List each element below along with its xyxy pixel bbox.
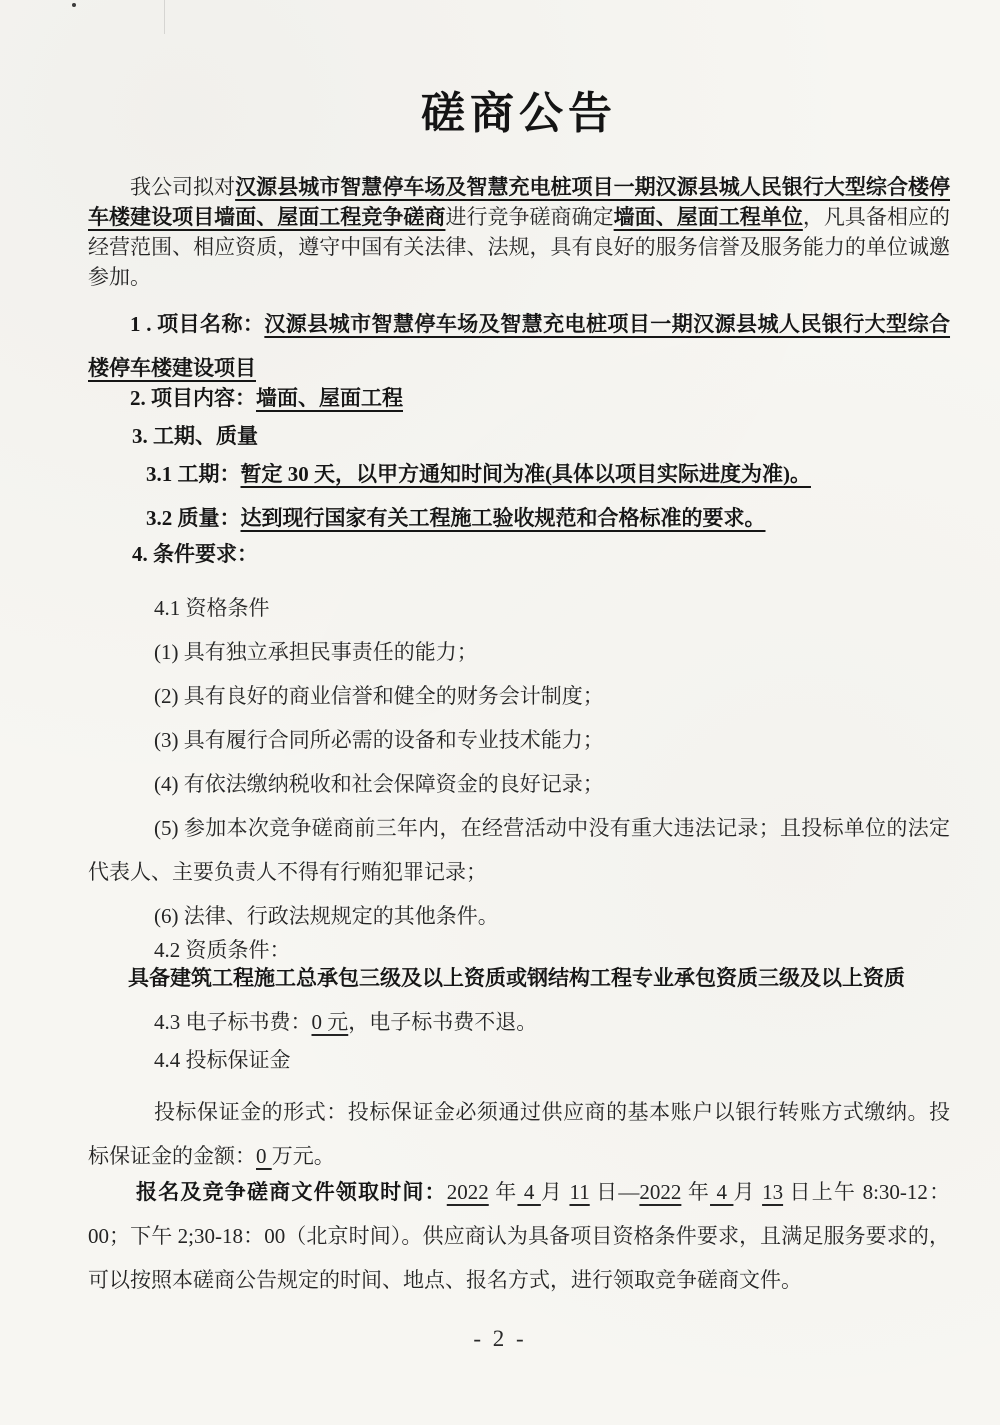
text-run: 3.1 工期： <box>146 462 241 486</box>
text-run: ，凡具备相应的经营范围、相应资质，遵守中国有关法律、法规，具有良好的服务信誉及服务能力的单位诚邀参加。 <box>88 205 951 289</box>
text-run: 我公司拟对 <box>130 175 236 199</box>
condition-1 <box>88 630 950 674</box>
text-run: 月 <box>540 1180 570 1204</box>
text-run: 3. 工期、质量 <box>132 424 258 448</box>
text-run: 13 <box>762 1180 784 1204</box>
text-run: (4) 有依法缴纳税收和社会保障资金的良好记录； <box>154 772 604 796</box>
text-run: 1 . 项目名称： <box>130 312 265 336</box>
text-run: 汉源县城市智慧停车场及智慧充电桩项目一期汉源县城人民银行大型综合楼停车楼建设项目墙面、屋面工程竞争磋商 <box>88 175 951 229</box>
text-run: 2. 项目内容： <box>130 386 256 410</box>
text-run: 0 <box>256 1144 272 1168</box>
scan-hairline-artifact <box>164 0 165 34</box>
text-run: 11 <box>569 1180 590 1204</box>
text-run: 4 <box>710 1180 734 1204</box>
text-run: 暂定 30 天，以甲方通知时间为准(具体以项目实际进度为准)。 <box>240 462 811 486</box>
text-run: 墙面、屋面工程单位 <box>613 205 803 229</box>
text-run: 0 元 <box>311 1010 349 1034</box>
deposit-paragraph <box>88 1090 950 1178</box>
condition-5 <box>88 806 950 894</box>
intro-paragraph <box>88 172 950 292</box>
text-run: 2022 <box>446 1180 489 1204</box>
text-run: 进行竞争磋商确定 <box>445 205 614 229</box>
text-run: 2022 <box>639 1180 682 1204</box>
condition-3 <box>88 718 950 762</box>
document-body <box>88 84 950 1302</box>
page-title: 磋商公告 <box>421 89 617 138</box>
text-run: 4. 条件要求： <box>132 542 258 566</box>
item-duration <box>88 452 950 496</box>
text-run: 年 <box>488 1180 518 1204</box>
text-run: ，电子标书费不退。 <box>348 1010 538 1034</box>
text-run: (5) 参加本次竞争磋商前三年内，在经营活动中没有重大违法记录；且投标单位的法定代表人、主要负责人不得有行贿犯罪记录； <box>88 816 950 884</box>
signup-paragraph <box>88 1170 950 1302</box>
text-run: 4 <box>517 1180 541 1204</box>
credential-requirement <box>88 956 950 1000</box>
text-run: 3.2 质量： <box>146 506 241 530</box>
text-run: 4.2 资质条件： <box>154 938 291 962</box>
text-run: 4.1 资格条件 <box>154 596 270 620</box>
text-run: 日上午 8:30-12：00；下午 2;30-18：00（北京时间）。供应商认为具备项目资格条件要求，且满足服务要求的，可以按照本磋商公告规定的时间、地点、报名方式，进行领取竞争磋商文件。 <box>88 1180 951 1292</box>
text-run: (3) 具有履行合同所必需的设备和专业技术能力； <box>154 728 604 752</box>
text-run: 报名及竞争磋商文件领取时间： <box>136 1180 447 1204</box>
text-run: 日— <box>589 1180 640 1204</box>
item-bid-deposit-heading <box>88 1038 950 1082</box>
text-run: (1) 具有独立承担民事责任的能力； <box>154 640 478 664</box>
text-run: 4.3 电子标书费： <box>154 1010 312 1034</box>
text-run: 墙面、屋面工程 <box>256 386 403 410</box>
scan-speck-artifact <box>72 3 76 7</box>
condition-4 <box>88 762 950 806</box>
page-number: - 2 - <box>473 1326 527 1351</box>
text-run: 年 <box>681 1180 711 1204</box>
item-qualification-heading <box>88 586 950 630</box>
text-run: 月 <box>733 1180 763 1204</box>
text-run: (2) 具有良好的商业信誉和健全的财务会计制度； <box>154 684 604 708</box>
text-run: 具备建筑工程施工总承包三级及以上资质或钢结构工程专业承包资质三级及以上资质 <box>128 966 905 990</box>
text-run: 万元。 <box>271 1144 335 1168</box>
text-run: 达到现行国家有关工程施工验收规范和合格标准的要求。 <box>240 506 766 530</box>
text-run: 投标保证金的形式：投标保证金必须通过供应商的基本账户以银行转账方式缴纳。投标保证金的金额： <box>88 1100 950 1168</box>
text-run: 汉源县城市智慧停车场及智慧充电桩项目一期汉源县城人民银行大型综合楼停车楼建设项目 <box>88 312 951 380</box>
condition-2 <box>88 674 950 718</box>
text-run: 4.4 投标保证金 <box>154 1048 291 1072</box>
text-run: (6) 法律、行政法规规定的其他条件。 <box>154 904 499 928</box>
